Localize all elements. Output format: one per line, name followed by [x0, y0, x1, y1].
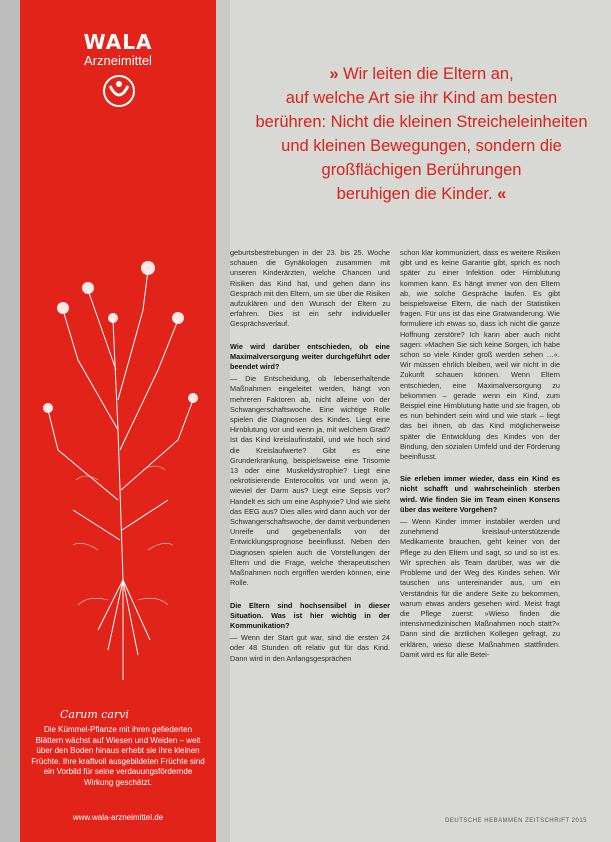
article-column-2	[400, 248, 560, 660]
ad-plant-caption: Carum carvi	[60, 708, 129, 721]
wala-logo-icon	[102, 74, 136, 108]
paragraph: — Die Entscheidung, ob lebenserhaltende Maßnahmen eingeleitet werden, hängt von mehreren Faktoren ab, nicht alleine von der Schwangerschaftswoche. Eine wichtige Rolle spielen die Diagnosen des Kindes. Liegt eine Hirnblutung vor und wenn ja, mit welchem Grad? Ist das Kind kreislaufinstabil, und wie hoch sind die Kreislaufwerte? Gibt es eine Grunderkrankung, beispielsweise eine Trisomie 13 oder eine Muskeldystrophie? Liegt eine nekrotisierende Enterocolitis vor und wenn ja, wieviel der Darm aus? Liegt eine Sepsis vor? Handelt es sich um eine Asphyxie? Und wie sieht das EEG aus? Dies alles wird dann auch vor der Schwangerschaftswoche, der damit verbundenen Unreife und gegebenenfalls von der Entwicklungsprognose beeinflusst. Neben den Diagnosen spielen auch die Vorstellungen der Eltern und die Frage, welche therapeutischen Maßnahmen noch ergriffen werden können, eine Rolle.	[230, 374, 390, 588]
ad-website-link[interactable]: www.wala-arzneimittel.de	[72, 813, 164, 822]
quote-line: beruhigen die Kinder.	[336, 185, 493, 203]
article	[230, 0, 611, 842]
interview-question: Sie erleben immer wieder, dass ein Kind es nicht schafft und wahrscheinlich sterben wird. Wie finden Sie im Team einen Konsens über das weitere Vorgehen?	[400, 474, 560, 514]
ad-brand: WALA	[83, 30, 153, 54]
paragraph: — Wenn der Start gut war, sind die ersten 24 oder 48 Stunden oft relativ gut für das Kind. Dann wird in den Anfangsgesprächen	[230, 633, 390, 663]
pull-quote	[242, 62, 601, 206]
quote-line: Wir leiten die Eltern an,	[343, 65, 514, 83]
paragraph: schon klar kommuniziert, dass es weitere Risiken gibt und es keine Garantie gibt, sprich es noch später zu einer Infektion oder Hirnblutung kommen kann. Es hängt immer von den Eltern ab, wie solche Gespräche laufen. Es gibt beispielsweise Eltern, die nach der Statistiken fragen. Für uns ist das eine Gratwanderung. Wie formuliere ich etwas so, dass ich nicht die ganze Hoffnung zerstöre? Ich kann aber auch nicht sagen: »Machen Sie sich keine Sorgen, ich habe schon so viele Kinder groß werden sehen …«. Wir müssen ehrlich bleiben, weil wir nicht in die Zukunft schauen können. Wenn Eltern entschieden, eine Maximalversorgung zu bekommen – gerade wenn ein Kind, zum Beispiel eine Hirnblutung hatte und sie fragen, ob es nun behindert sein wird und wie stark – liegt das bei ihnen, ob das Kind möglicherweise später die Entwicklung des Kindes von der Bindung, den sozialen Umfeld und der Förderung beeinflusst.	[400, 248, 560, 462]
page-gutter	[216, 0, 230, 842]
ad-subtitle: Arzneimittel	[84, 53, 152, 68]
quote-line: berühren: Nicht die kleinen Streicheleinheiten	[255, 113, 588, 131]
paragraph: geburtsbestrebungen in der 23. bis 25. Woche schauen die Gynäkologen zusammen mit unseren Kinderärzten, welche Chancen und Risiken das Kind hat, und gehen dann ins Gespräch mit den Eltern, um sie über die Risiken aufzuklären und den Wunsch der Eltern zu erfahren. Dies ist ein sehr individueller Gesprächsverlauf.	[230, 248, 390, 329]
wala-advertisement	[20, 0, 216, 842]
interview-question: Wie wird darüber entschieden, ob eine Maximalversorgung weiter durchgeführt oder beendet wird?	[230, 341, 390, 372]
quote-open-mark: »	[329, 65, 339, 83]
interview-question: Die Eltern sind hochsensibel in dieser Situation. Was ist hier wichtig in der Kommunikation?	[230, 600, 390, 630]
quote-close-mark: «	[497, 185, 507, 203]
ad-description: Die Kümmel-Pflanze mit ihren gefiederten Blättern wächst auf Wiesen und Weiden – weit über den Boden hinaus erhebt sie ihre kleinen Früchte. Ihre kraftvoll ausgebildeten Früchte sind ein Vorbild für seine verdauungsfördernde Wirkung geschätzt.	[31, 725, 205, 787]
quote-line: auf welche Art sie ihr Kind am besten	[285, 89, 558, 107]
quote-line: großflächigen Berührungen	[321, 161, 522, 179]
article-column-1	[230, 248, 390, 664]
quote-line: und kleinen Bewegungen, sondern die	[281, 137, 562, 155]
page-binding-edge	[0, 0, 20, 842]
page-footer: DEUTSCHE HEBAMMEN ZEITSCHRIFT 2015	[445, 818, 587, 824]
caraway-plant-illustration	[38, 250, 208, 680]
paragraph: — Wenn Kinder immer instabiler werden und zunehmend kreislauf-unterstützende Medikamente brauchen, geht keiner von der Pflege zu den Eltern und sagt, so und so ist es. Wir sprechen als Team darüber, was wir die Probleme und der Weg des Kindes sehen. Wir tauschen uns untereinander aus, um ein Verständnis für die andere Seite zu bekommen, warum etwas anders gesehen wird. Meist fragt die Pflege zuerst: »Wieso finden die intensivmedizinischen Maßnahmen noch statt?« Dann sind die ärztlichen Kollegen gefragt, zu erklären, wieso diese Maßnahmen stattfinden. Damit wird es für alle Betei-	[400, 517, 560, 659]
